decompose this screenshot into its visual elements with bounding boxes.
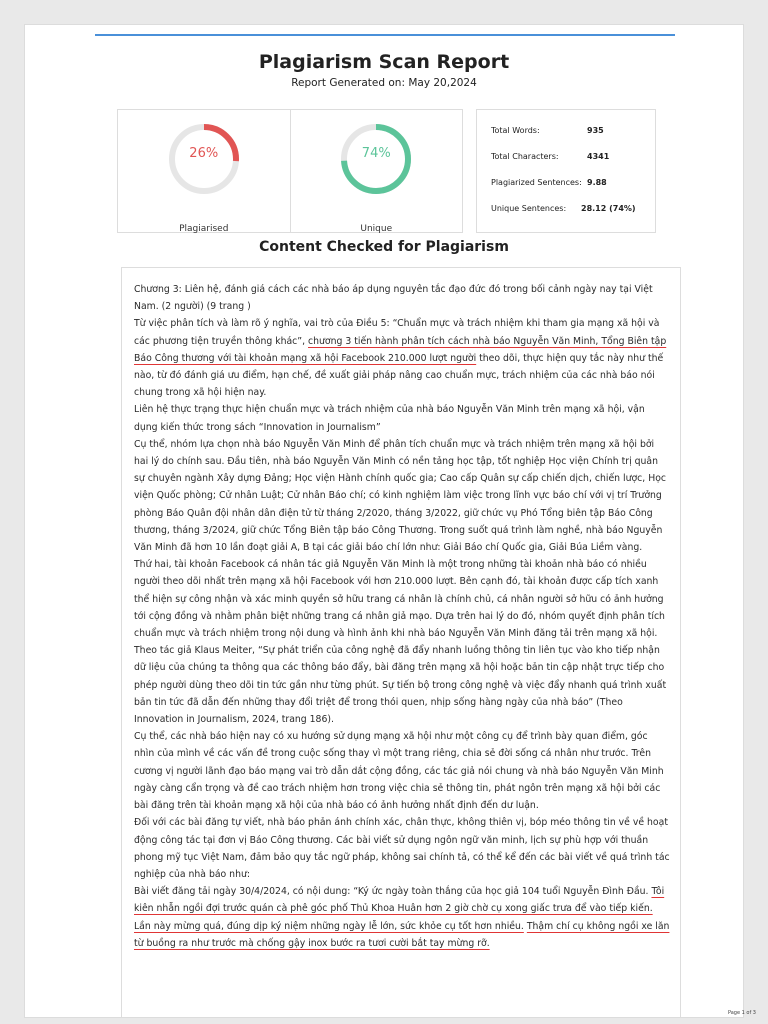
content-text: theo dõi, thực hiện quy tắc này như thế nào, từ đó đánh giá ưu điểm, hạn chế, đề xuất giải pháp nâng cao chuẩn mực, trách nhiệm của các nhà báo nói chung trong xã hội hiện nay.	[134, 352, 664, 399]
content-text: Bài viết đăng tải ngày 30/4/2024, có nội dung: “Ký ức ngày toàn thắng của học giả 104 tuổi Nguyễn Đình Đầu.	[134, 886, 652, 898]
content-paragraph	[134, 883, 670, 952]
report-page	[24, 24, 744, 1018]
page-number: Page 1 of 3	[727, 1010, 756, 1016]
score-panel	[117, 109, 463, 233]
unique-percent: 74%	[361, 146, 391, 161]
plagiarized-highlight: Tôi kiên nhẫn ngồi đợi trước quán cà phê góc phố Thủ Khoa Huân hơn 2 giờ chờ cụ xong giấc trưa để vào tiếp kiến. Lần này mừng quá, đúng dịp ký niệm những ngày lễ lớn, sức khỏe cụ tốt hơn nhiều.	[134, 886, 665, 932]
stat-label: Total Characters:	[491, 152, 559, 161]
plagiarised-percent: 26%	[189, 146, 219, 161]
unique-label: Unique	[360, 224, 393, 234]
stat-total-characters	[491, 152, 645, 166]
stats-panel	[476, 109, 656, 233]
stat-label: Total Words:	[491, 126, 540, 135]
stat-value: 9.88	[587, 178, 607, 187]
content-paragraph: Theo tác giả Klaus Meiter, “Sự phát triển của công nghệ đã đẩy nhanh luồng thông tin liên tục vào kho tiếp nhận dữ liệu của chúng ta thông qua các thông báo đẩy, bài đăng trên mạng xã hội hoặc bản tin cập nhật trực tiếp cho phép người dùng theo dõi tin tức gần như từng phút. Sự tiến bộ trong công nghệ và việc đẩy nhanh quá trình xuất bản tin tức đã dẫn đến những thay đổi triệt để trong thói quen, nhịp sống hàng ngày của nhà báo” (Theo Innovation in Journalism, 2024, trang 186).	[134, 645, 667, 726]
stat-label: Unique Sentences:	[491, 204, 567, 213]
stat-unique-sentences	[491, 204, 645, 218]
content-section-title: Content Checked for Plagiarism	[259, 239, 509, 255]
stat-value: 28.12 (74%)	[581, 204, 636, 213]
content-paragraph: Chương 3: Liên hệ, đánh giá cách các nhà báo áp dụng nguyên tắc đạo đức đó trong bối cảnh ngày nay tại Việt Nam. (2 người) (9 trang )	[134, 284, 653, 313]
plagiarized-highlight: Thậm chí cụ không ngồi xe lăn từ buồng ra như trước mà chống gậy inox bước ra tươi cười bắt tay mừng rỡ.	[134, 920, 670, 949]
stat-plagiarized-sentences	[491, 178, 645, 192]
content-paragraph: Cụ thể, nhóm lựa chọn nhà báo Nguyễn Văn Minh để phân tích chuẩn mực và trách nhiệm trên mạng xã hội bởi hai lý do chính sau. Đầu tiên, nhà báo Nguyễn Văn Minh có nền tảng học tập, tốt nghiệp Học viện Chính trị quân sự chuyên ngành Xây dựng Đảng; Học viện Hành chính quốc gia; Cao cấp Quân sự cấp chiến dịch, chiến lược, Học viện Quốc phòng; Cử nhân Luật; Cử nhân Báo chí; có kinh nghiệm làm việc trong lĩnh vực báo chí với vị trí Trưởng phòng Báo Quân đội nhân dân điện tử từ tháng 2/2020, tháng 3/2022, giữ chức vụ Phó Tổng biên tập Báo Công thương, tháng 3/2024, giữ chức Tổng Biên tập báo Công Thương. Trong suốt quá trình làm nghề, nhà báo Nguyễn Văn Minh đã hơn 10 lần đoạt giải A, B tại các giải báo chí lớn như: Giải Báo chí Quốc gia, Giải Búa Liềm vàng.	[134, 438, 666, 554]
stat-total-words	[491, 126, 645, 140]
stat-label: Plagiarized Sentences:	[491, 178, 582, 187]
unique-gauge	[290, 110, 463, 232]
content-paragraph: Cụ thể, các nhà báo hiện nay có xu hướng sử dụng mạng xã hội như một công cụ để trình bày quan điểm, góc nhìn của mình về các vấn đề trong cuộc sống thay vì một trang riêng, chia sẻ đời sống cá nhân như trước. Trên cương vị người lãnh đạo báo mạng vai trò dẫn dắt cộng đồng, các tác giả nói chung và nhà báo Nguyễn Văn Minh ngày càng cẩn trọng và đề cao trách nhiệm hơn trong việc chia sẻ thông tin, phát ngôn trên mạng xã hội bởi các bài đăng trên tài khoản mạng xã hội của nhà báo có ảnh hưởng nhất định đến dư luận.	[134, 731, 664, 812]
content-text: Từ việc phân tích và làm rõ ý nghĩa, vai trò của Điều 5: “Chuẩn mực và trách nhiệm khi tham gia mạng xã hội và các phương tiện truyền thông khác”,	[134, 318, 660, 347]
plagiarized-highlight: chương 3 tiến hành phân tích cách nhà báo Nguyễn Văn Minh, Tổng Biên tập Báo Công thương với tài khoản mạng xã hội Facebook 210.000 lượt người	[134, 335, 667, 364]
report-title: Plagiarism Scan Report	[258, 51, 510, 73]
top-accent-bar	[95, 34, 675, 36]
plagiarised-gauge	[118, 110, 290, 232]
content-paragraph: Đối với các bài đăng tự viết, nhà báo phản ánh chính xác, chân thực, không thiên vị, bóp méo thông tin về về hoạt động công tác tại đơn vị Báo Công thương. Các bài viết sử dụng ngôn ngữ văn minh, lịch sự phù hợp với thuần phong mỹ tục Việt Nam, đảm bảo quy tắc ngữ pháp, không sai chính tả, có thể kể đến các bài viết về quá trình tác nghiệp của nhà báo như:	[134, 817, 670, 880]
content-paragraph: Liên hệ thực trạng thực hiện chuẩn mực và trách nhiệm của nhà báo Nguyễn Văn Minh trên mạng xã hội, vận dụng kiến thức trong sách “Innovation in Journalism”	[134, 404, 645, 433]
stat-value: 4341	[587, 152, 610, 161]
content-paragraph: Thứ hai, tài khoản Facebook cá nhân tác giả Nguyễn Văn Minh là một trong những tài khoản nhà báo có nhiều người theo dõi nhất trên mạng xã hội Facebook với hơn 210.000 lượt. Bên cạnh đó, tài khoản được cấp tích xanh thể hiện sự công nhận và xác minh quyền sở hữu trang cá nhân là chính chủ, cá nhân người sở hữu có ảnh hưởng tới cộng đồng và nhằm phân biệt những trang cá nhân giả mạo. Dựa trên hai lý do đó, nhóm quyết định phân tích chuẩn mực và trách nhiệm trong nội dung và hình ảnh khi nhà báo Nguyễn Văn Minh đăng tải trên mạng xã hội.	[134, 559, 665, 640]
stat-value: 935	[587, 126, 604, 135]
plagiarised-label: Plagiarised	[179, 224, 229, 234]
content-paragraph	[134, 315, 670, 401]
report-date: Report Generated on: May 20,2024	[291, 77, 477, 89]
checked-content	[121, 267, 681, 1018]
